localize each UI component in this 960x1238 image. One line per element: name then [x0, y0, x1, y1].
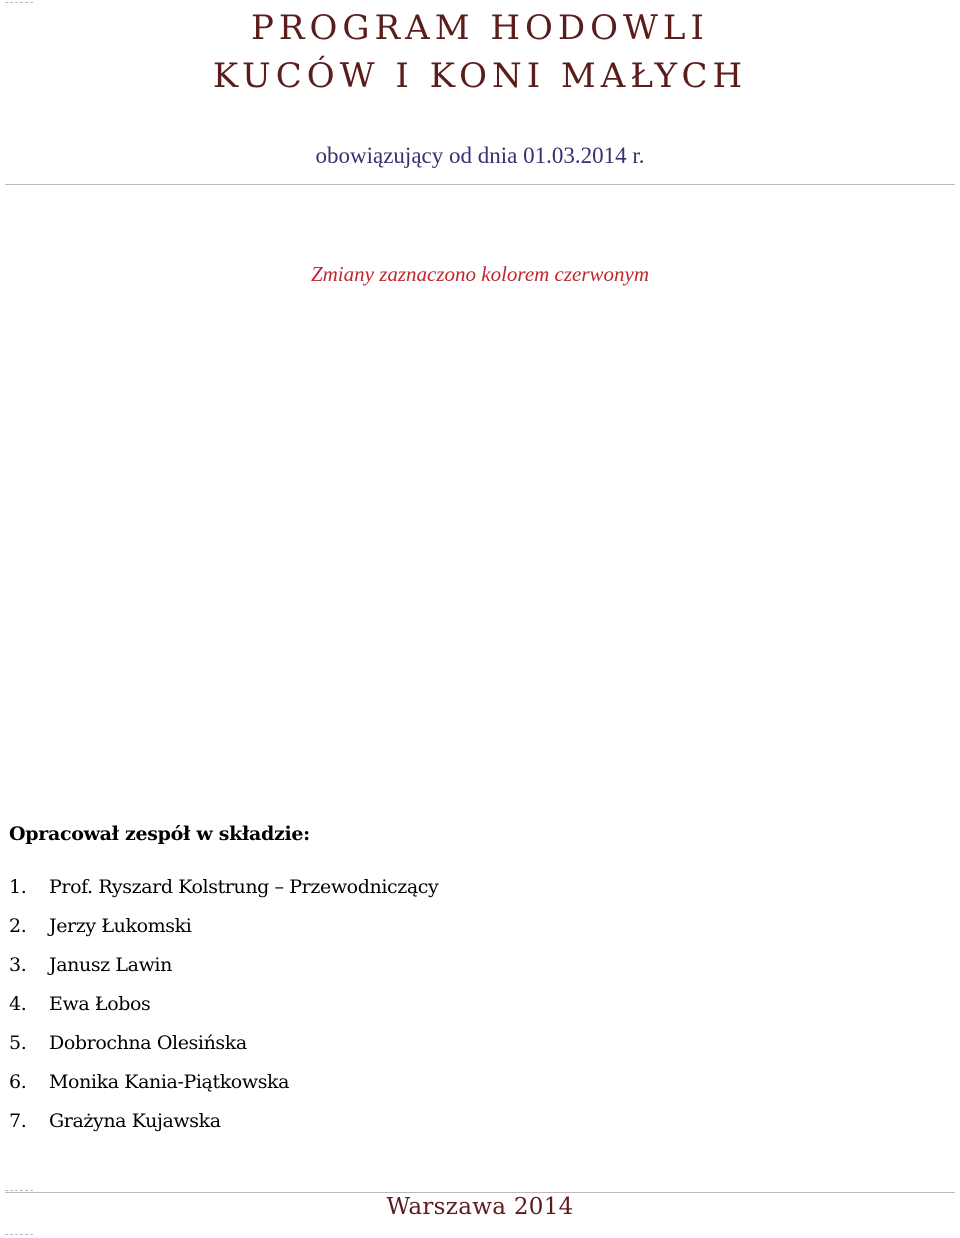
list-item-name: Janusz Lawin — [49, 954, 172, 976]
team-heading: Opracował zespół w składzie: — [9, 823, 310, 845]
list-item-number: 3. — [9, 954, 27, 976]
list-item — [9, 873, 438, 912]
document-title-line-2: KUCÓW I KONI MAŁYCH — [212, 56, 748, 96]
list-item — [9, 951, 438, 990]
list-item-number: 6. — [9, 1071, 27, 1093]
footer-edge-marker — [5, 1190, 33, 1191]
list-item — [9, 990, 438, 1029]
document-title-line-1: PROGRAM HODOWLI — [251, 8, 709, 48]
header-divider — [5, 184, 955, 185]
list-item-number: 7. — [9, 1110, 27, 1132]
list-item-number: 1. — [9, 876, 27, 898]
list-item-name: Ewa Łobos — [49, 993, 151, 1015]
list-item-number: 2. — [9, 915, 27, 937]
list-item-name: Dobrochna Olesińska — [49, 1032, 247, 1054]
list-item — [9, 1029, 438, 1068]
footer-divider — [5, 1192, 955, 1193]
list-item-number: 5. — [9, 1032, 27, 1054]
list-item-name: Monika Kania-Piątkowska — [49, 1071, 290, 1093]
list-item — [9, 912, 438, 951]
top-edge-marker — [5, 2, 33, 3]
list-item-name: Jerzy Łukomski — [49, 915, 192, 937]
footer-place-year: Warszawa 2014 — [386, 1194, 574, 1220]
validity-date: obowiązujący od dnia 01.03.2014 r. — [315, 143, 645, 168]
list-item-name: Prof. Ryszard Kolstrung – Przewodniczący — [49, 876, 439, 898]
team-member-list — [9, 873, 438, 1146]
list-item-name: Grażyna Kujawska — [49, 1110, 221, 1132]
changes-note: Zmiany zaznaczono kolorem czerwonym — [310, 262, 650, 286]
list-item-number: 4. — [9, 993, 27, 1015]
bottom-edge-marker — [5, 1234, 33, 1235]
list-item — [9, 1107, 438, 1146]
list-item — [9, 1068, 438, 1107]
